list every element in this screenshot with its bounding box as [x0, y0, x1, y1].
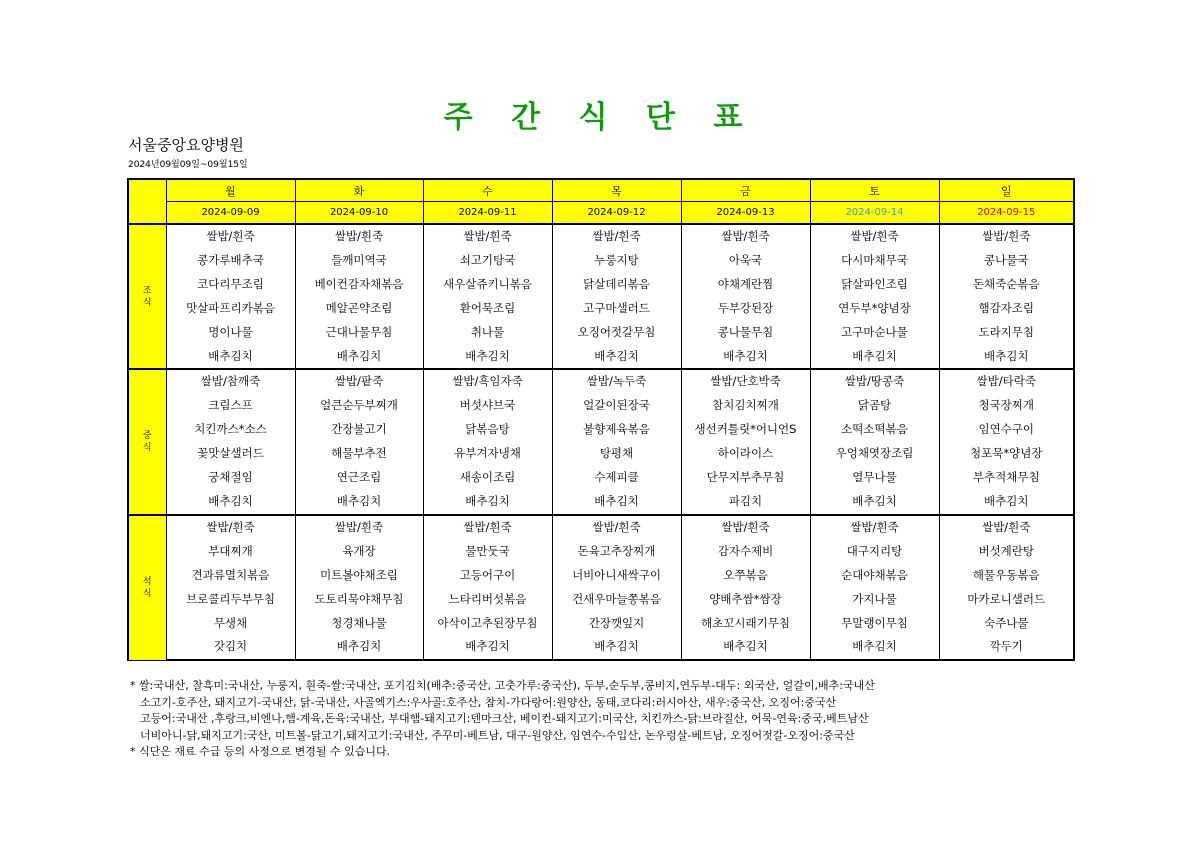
menu-item: 쌀밥/흰죽 [295, 224, 423, 249]
menu-item: 배추김치 [552, 490, 681, 515]
menu-item: 깍두기 [939, 635, 1074, 660]
menu-item: 임연수구이 [939, 418, 1074, 442]
menu-row [128, 345, 1074, 370]
menu-item: 쌀밥/단호박죽 [681, 369, 810, 394]
menu-item: 닭살데리볶음 [552, 273, 681, 297]
menu-item: 얼큰순두부찌개 [295, 394, 423, 418]
menu-item: 소떡소떡볶음 [810, 418, 939, 442]
menu-item: 파김치 [681, 490, 810, 515]
menu-item: 부대찌개 [166, 540, 295, 564]
meal-label: 석 식 [128, 515, 166, 660]
menu-item: 해초꼬시래기무침 [681, 612, 810, 636]
menu-item: 맛살파프리카볶음 [166, 297, 295, 321]
date-fri: 2024-09-13 [681, 202, 810, 225]
menu-item: 쌀밥/녹두죽 [552, 369, 681, 394]
menu-item: 쌀밥/흰죽 [166, 515, 295, 540]
note-line: 너비아니-닭,돼지고기:국산, 미트볼-닭고기,돼지고기:국내산, 주꾸미-베트남, 대구-원양산, 임연수-수입산, 논우렁살-베트남, 오징어젓갈-오징어:중국산 [140, 728, 855, 742]
menu-item: 코다리무조림 [166, 273, 295, 297]
menu-item: 배추김치 [681, 345, 810, 370]
menu-item: 배추김치 [939, 345, 1074, 370]
menu-item: 수제피클 [552, 466, 681, 490]
menu-item: 배추김치 [552, 345, 681, 370]
menu-row [128, 394, 1074, 418]
menu-item: 배추김치 [810, 635, 939, 660]
menu-item: 무생채 [166, 612, 295, 636]
date-tue: 2024-09-10 [295, 202, 423, 225]
menu-item: 콩나물국 [939, 249, 1074, 273]
menu-item: 야채계란찜 [681, 273, 810, 297]
menu-item: 우엉채엿장조림 [810, 442, 939, 466]
menu-item: 간장깻잎지 [552, 612, 681, 636]
menu-row [128, 515, 1074, 540]
menu-item: 배추김치 [166, 490, 295, 515]
menu-item: 하이라이스 [681, 442, 810, 466]
menu-item: 쌀밥/흰죽 [552, 224, 681, 249]
menu-item: 햄감자조림 [939, 297, 1074, 321]
menu-item: 배추김치 [295, 345, 423, 370]
menu-item: 순대야채볶음 [810, 564, 939, 588]
weekly-menu-table [127, 178, 1075, 661]
menu-item: 배추김치 [166, 345, 295, 370]
menu-item: 미트볼야채조림 [295, 564, 423, 588]
date-sat: 2024-09-14 [810, 202, 939, 225]
day-header-mon: 월 [166, 179, 295, 202]
menu-item: 쌀밥/흰죽 [939, 224, 1074, 249]
page-title: 주 간 식 단 표 [443, 100, 757, 135]
menu-item: 두부강된장 [681, 297, 810, 321]
menu-item: 생선커틀릿*어니언S [681, 418, 810, 442]
menu-item: 새우살쥬키니볶음 [423, 273, 552, 297]
menu-item: 브로콜리두부무침 [166, 588, 295, 612]
menu-item: 느타리버섯볶음 [423, 588, 552, 612]
menu-item: 열무나물 [810, 466, 939, 490]
menu-item: 쌀밥/흰죽 [810, 515, 939, 540]
menu-item: 견과류멸치볶음 [166, 564, 295, 588]
menu-item: 연두부*양념장 [810, 297, 939, 321]
menu-item: 대구지리탕 [810, 540, 939, 564]
menu-item: 유부겨자냉채 [423, 442, 552, 466]
note-line: 고등어:국내산 ,후랑크,비엔나,햄-계육,돈육:국내산, 부대햄-돼지고기:덴마크산, 베이컨-돼지고기:미국산, 치킨까스-닭:브라질산, 어묵-연육:중국,베트남산 [140, 712, 869, 725]
menu-item: 육개장 [295, 540, 423, 564]
menu-item: 고등어구이 [423, 564, 552, 588]
menu-item: 참치김치찌개 [681, 394, 810, 418]
menu-row [128, 466, 1074, 490]
meal-label: 조 식 [128, 224, 166, 369]
menu-item: 청국장찌개 [939, 394, 1074, 418]
menu-item: 버섯샤브국 [423, 394, 552, 418]
corner-cell [128, 179, 166, 224]
menu-item: 취나물 [423, 321, 552, 345]
menu-item: 오징어젓갈무침 [552, 321, 681, 345]
day-header-fri: 금 [681, 179, 810, 202]
menu-item: 배추김치 [295, 635, 423, 660]
menu-item: 베이컨감자채볶음 [295, 273, 423, 297]
menu-item: 오쭈볶음 [681, 564, 810, 588]
menu-item: 쌀밥/흰죽 [810, 224, 939, 249]
date-thu: 2024-09-12 [552, 202, 681, 225]
menu-item: 아욱국 [681, 249, 810, 273]
day-header-tue: 화 [295, 179, 423, 202]
menu-period: 2024년09월09일~09월15일 [128, 160, 248, 170]
menu-item: 배추김치 [423, 635, 552, 660]
menu-row [128, 369, 1074, 394]
menu-item: 부추적채무침 [939, 466, 1074, 490]
menu-item: 닭볶음탕 [423, 418, 552, 442]
meal-section-breakfast [128, 224, 1074, 369]
menu-item: 배추김치 [810, 345, 939, 370]
menu-row [128, 273, 1074, 297]
menu-item: 숙주나물 [939, 612, 1074, 636]
menu-item: 물만둣국 [423, 540, 552, 564]
menu-item: 청경채나물 [295, 612, 423, 636]
menu-row [128, 635, 1074, 660]
menu-item: 연근조림 [295, 466, 423, 490]
date-sun: 2024-09-15 [939, 202, 1074, 225]
menu-item: 갓김치 [166, 635, 295, 660]
menu-row [128, 540, 1074, 564]
menu-item: 쌀밥/팥죽 [295, 369, 423, 394]
menu-item: 마카로니샐러드 [939, 588, 1074, 612]
menu-item: 고구마샐러드 [552, 297, 681, 321]
day-header-wed: 수 [423, 179, 552, 202]
menu-item: 배추김치 [810, 490, 939, 515]
hospital-name: 서울중앙요양병원 [128, 136, 244, 154]
menu-item: 건새우마늘쫑볶음 [552, 588, 681, 612]
menu-item: 돈육고추장찌개 [552, 540, 681, 564]
menu-item: 콩나물무침 [681, 321, 810, 345]
menu-item: 배추김치 [552, 635, 681, 660]
day-header-sun: 일 [939, 179, 1074, 202]
menu-item: 도토리묵야채무침 [295, 588, 423, 612]
menu-row [128, 249, 1074, 273]
note-line: * 식단은 재료 수급 등의 사정으로 변경될 수 있습니다. [130, 745, 391, 758]
menu-item: 쌀밥/흰죽 [681, 515, 810, 540]
menu-item: 환어묵조림 [423, 297, 552, 321]
menu-item: 쌀밥/흰죽 [681, 224, 810, 249]
menu-item: 누룽지탕 [552, 249, 681, 273]
menu-item: 감자수제비 [681, 540, 810, 564]
menu-item: 단무지부추무침 [681, 466, 810, 490]
menu-item: 너비아니새싹구이 [552, 564, 681, 588]
menu-item: 쌀밥/타락죽 [939, 369, 1074, 394]
menu-row [128, 564, 1074, 588]
menu-item: 해물부추전 [295, 442, 423, 466]
menu-item: 크림스프 [166, 394, 295, 418]
menu-item: 배추김치 [295, 490, 423, 515]
menu-item: 궁채절임 [166, 466, 295, 490]
menu-item: 쌀밥/흰죽 [552, 515, 681, 540]
menu-item: 가지나물 [810, 588, 939, 612]
menu-item: 배추김치 [939, 490, 1074, 515]
menu-item: 다시마채무국 [810, 249, 939, 273]
menu-item: 간장불고기 [295, 418, 423, 442]
day-header-sat: 토 [810, 179, 939, 202]
menu-row [128, 442, 1074, 466]
menu-item: 돈채죽순볶음 [939, 273, 1074, 297]
menu-item: 쇠고기탕국 [423, 249, 552, 273]
origin-notes [130, 678, 1070, 761]
menu-item: 쌀밥/흰죽 [939, 515, 1074, 540]
day-header-thu: 목 [552, 179, 681, 202]
menu-item: 메알곤약조림 [295, 297, 423, 321]
menu-item: 얼갈이된장국 [552, 394, 681, 418]
note-line: 소고기-호주산, 돼지고기-국내산, 닭-국내산, 사골엑기스:우사골:호주산, 참치-가다랑어:원양산, 동태,코다리:러시아산, 새우:중국산, 오징어:중국산 [140, 695, 837, 709]
menu-row [128, 418, 1074, 442]
date-mon: 2024-09-09 [166, 202, 295, 225]
menu-item: 아삭이고추된장무침 [423, 612, 552, 636]
meal-section-lunch [128, 369, 1074, 514]
menu-item: 도라지무침 [939, 321, 1074, 345]
menu-row [128, 224, 1074, 249]
menu-item: 쌀밥/흰죽 [423, 224, 552, 249]
menu-item: 쌀밥/흰죽 [166, 224, 295, 249]
menu-item: 쌀밥/참깨죽 [166, 369, 295, 394]
menu-item: 쌀밥/흑임자죽 [423, 369, 552, 394]
menu-row [128, 588, 1074, 612]
menu-row [128, 297, 1074, 321]
menu-item: 꽃맛살샐러드 [166, 442, 295, 466]
menu-item: 배추김치 [681, 635, 810, 660]
menu-item: 닭살파인조림 [810, 273, 939, 297]
menu-item: 명이나물 [166, 321, 295, 345]
menu-item: 콩가루배추국 [166, 249, 295, 273]
menu-item: 쌀밥/흰죽 [423, 515, 552, 540]
menu-item: 쌀밥/흰죽 [295, 515, 423, 540]
menu-item: 청포묵*양념장 [939, 442, 1074, 466]
menu-item: 탕평채 [552, 442, 681, 466]
menu-item: 불향제육볶음 [552, 418, 681, 442]
menu-item: 배추김치 [423, 490, 552, 515]
note-line: * 쌀:국내산, 찰흑미:국내산, 누룽지, 흰죽-쌀:국내산, 포기김치(배추:중국산, 고춧가루:중국산), 두부,순두부,콩비지,연두부-대두: 외국산, 얼갈이,배추:국내산 [130, 679, 875, 692]
menu-row [128, 490, 1074, 515]
menu-item: 새송이조림 [423, 466, 552, 490]
menu-item: 배추김치 [423, 345, 552, 370]
menu-item: 해물우동볶음 [939, 564, 1074, 588]
menu-item: 버섯계란탕 [939, 540, 1074, 564]
menu-item: 치킨까스*소스 [166, 418, 295, 442]
meal-section-dinner [128, 515, 1074, 660]
menu-item: 무말랭이무침 [810, 612, 939, 636]
menu-item: 고구마순나물 [810, 321, 939, 345]
menu-item: 양배추쌈*쌈장 [681, 588, 810, 612]
menu-item: 쌀밥/땅콩죽 [810, 369, 939, 394]
meal-label: 중 식 [128, 369, 166, 514]
menu-row [128, 321, 1074, 345]
menu-item: 들깨미역국 [295, 249, 423, 273]
menu-item: 근대나물무침 [295, 321, 423, 345]
menu-row [128, 612, 1074, 636]
menu-item: 닭곰탕 [810, 394, 939, 418]
date-wed: 2024-09-11 [423, 202, 552, 225]
